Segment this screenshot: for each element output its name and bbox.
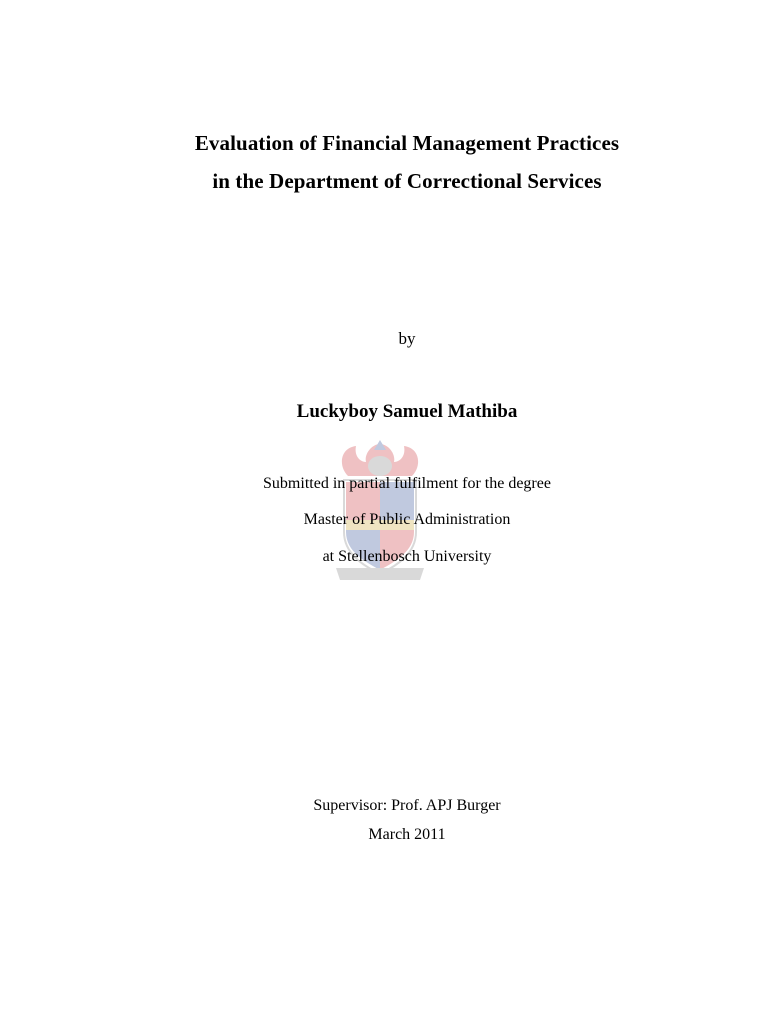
thesis-title-line-1: Evaluation of Financial Management Practices (194, 131, 620, 155)
submission-date: March 2011 (368, 826, 446, 843)
degree-name: Master of Public Administration (303, 511, 511, 528)
by-label: by (398, 329, 416, 348)
thesis-title-line-2: in the Department of Correctional Services (212, 169, 602, 193)
submission-statement: Submitted in partial fulfilment for the degree (263, 475, 551, 492)
author-name: Luckyboy Samuel Mathiba (296, 401, 518, 422)
institution-name: at Stellenbosch University (322, 548, 492, 565)
supervisor-line: Supervisor: Prof. APJ Burger (313, 797, 501, 814)
